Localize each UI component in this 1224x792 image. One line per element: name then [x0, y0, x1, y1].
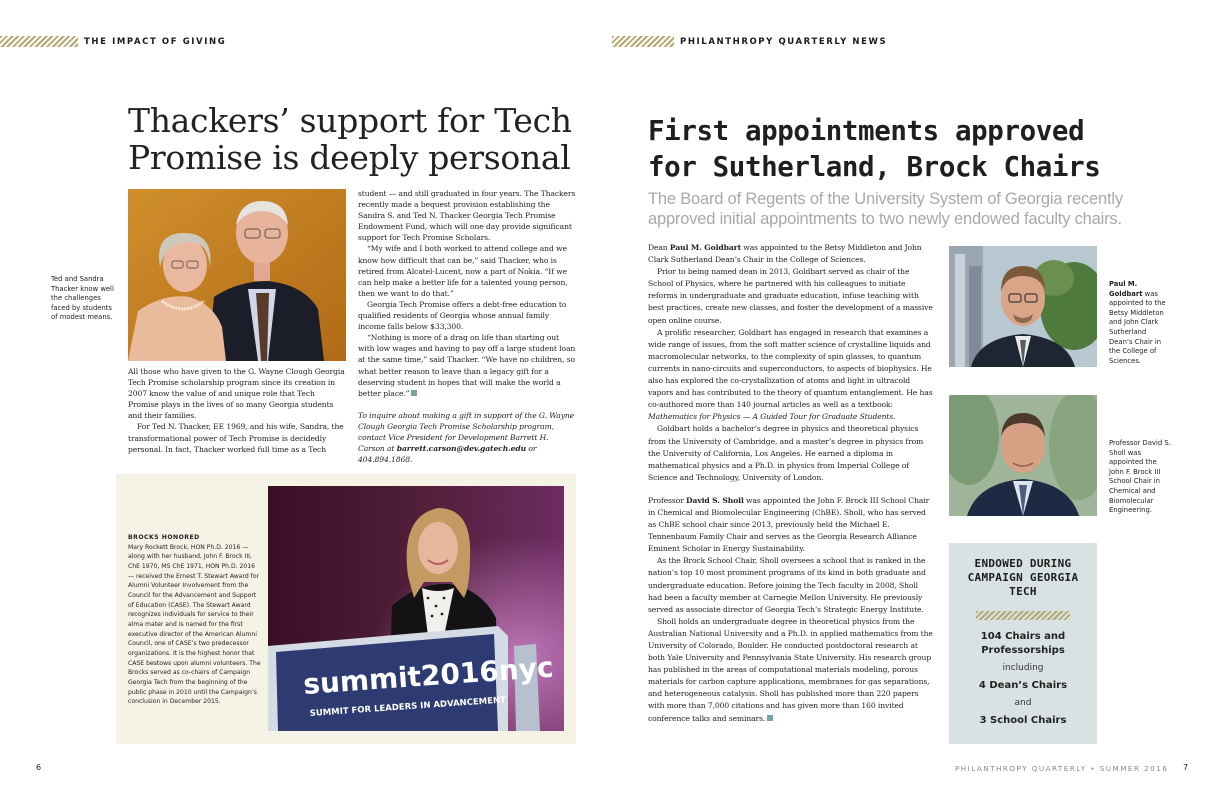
- goldbart-photo-illustration: [949, 246, 1097, 367]
- thacker-photo-illustration: [128, 189, 346, 361]
- thacker-photo-caption: Ted and Sandra Thacker know well the challenges faced by students of modest means.: [51, 275, 114, 322]
- goldbart-lead: Dean Paul M. Goldbart was appointed to the Betsy Middleton and John Clark Sutherland Dean’s Chair in the College of Sciences.: [648, 243, 922, 265]
- endowed-during-campaign-box: [949, 543, 1097, 744]
- thacker-couple-photo: [128, 189, 346, 361]
- endowed-including: including: [1002, 663, 1044, 673]
- paragraph: “My wife and I both worked to attend college and we know how difficult that can be,” said Thacker, who is retired from Alcatel-Lucent, now a part of Nokia. “If we can help make a better life for a talented young person, then we want to do that.”: [358, 244, 568, 298]
- podium-subtitle-text: SUMMIT FOR LEADERS IN ADVANCEMENT: [309, 695, 507, 719]
- left-article-title: Thackers’ support for Tech Promise is deeply personal: [128, 101, 572, 177]
- left-section-label: THE IMPACT OF GIVING: [84, 37, 227, 47]
- paragraph: A prolific researcher, Goldbart has engaged in research that examines a wide range of issues, from the soft matter science of crystalline liquids and macromolecular networks, to the complexity of spin glasses, to quantum currents in nano-circuits and superconductors, to aspects of biophysics. He also has explored the co-crystallization of atoms and light in ultracold vapors and has contributed to the theory of quantum entanglement. He has co-authored more than 140 journal articles as well as a textbook: Mathematics for Physics — A Guided Tour for Graduate Students.: [648, 327, 933, 422]
- endowed-stat-school: 3 School Chairs: [979, 715, 1067, 726]
- right-article-title: First appointments approved for Sutherland, Brock Chairs: [648, 115, 1101, 183]
- endowed-stat-chairs: 104 Chairs and Professorships: [980, 631, 1066, 656]
- paragraph: Sholl holds an undergraduate degree in theoretical physics from the Australian National University and a Ph.D. in applied mathematics from the University of Colorado, Boulder. He conducted postdoctoral research at both Yale University and Pennsylvania State University. His research group has published in the areas of computational materials modeling, porous materials for carbon capture applications, membranes for gas separations, and heterogeneous catalysis. Sholl has published more than 220 papers with more than 7,000 citations and has given more than 160 invited conference talks and seminars.: [648, 616, 933, 723]
- paragraph: Georgia Tech Promise offers a debt-free education to qualified residents of Georgia whose annual family income falls below $33,300.: [358, 299, 567, 332]
- endowed-stripes: [976, 611, 1070, 620]
- callout-body: Mary Rockett Brock, HON Ph.D. 2016 — along with her husband, John F. Brock III, ChE 1970, MS ChE 1971, HON Ph.D. 2016 — received the Ernest T. Stewart Award for Alumni Volunteer Involvement from the Council for the Advancement and Support of Education (CASE). The Stewart Award recognizes individuals for service to their alma mater and is named for the first executive director of the American Alumni Council, one of CASE’s two predecessor organizations. It is the highest honor that CASE bestows upon alumni volunteers. The Brocks served as co-chairs of Campaign Georgia Tech from the beginning of the public phase in 2010 until the Campaign’s conclusion in December 2015.: [128, 543, 261, 706]
- sholl-photo-caption: Professor David S. Sholl was appointed the John F. Brock III School Chair in Chemical and Biomolecular Engineering.: [1109, 439, 1171, 515]
- paragraph: All those who have given to the G. Wayne Clough Georgia Tech Promise scholarship program since its creation in 2007 know the value of and unique role that Tech Promise plays in the lives of so many Georgia students and their families.: [128, 367, 345, 421]
- summit-podium-photo: [268, 486, 564, 731]
- inquiry-email-link[interactable]: barrett.carson@dev.gatech.edu: [396, 444, 527, 454]
- right-section-label: PHILANTHROPY QUARTERLY NEWS: [680, 37, 888, 47]
- callout-header: BROCKS HONORED: [128, 534, 200, 541]
- left-page-number: 6: [36, 763, 42, 772]
- right-page-number: 7: [1183, 763, 1189, 772]
- paragraph: For Ted N. Thacker, EE 1969, and his wife, Sandra, the transformational power of Tech Promise is decidedly personal. In fact, Thacker worked full time as a Tech: [128, 422, 344, 454]
- sholl-lead: Professor David S. Sholl was appointed the John F. Brock III School Chair in Chemical and Biomolecular Engineering (ChBE). Sholl, who has served as ChBE school chair since 2013, previously held the Michael E. Tennenbaum Family Chair and serves as the Georgia Research Alliance Eminent Scholar in Energy Sustainability.: [648, 495, 930, 554]
- endowed-stat-deans: 4 Dean’s Chairs: [978, 680, 1068, 691]
- right-header-stripes: [612, 36, 674, 47]
- podium-summit-text: summit2016nyc: [302, 650, 555, 701]
- paragraph: As the Brock School Chair, Sholl oversees a school that is ranked in the nation’s top 10 most prominent programs of its kind in both graduate and undergraduate education. Before joining the Tech faculty in 2008, Sholl had been a faculty member at Carnegie Mellon University. He previously served as associate director of Georgia Tech’s Strategic Energy Institute.: [648, 556, 926, 614]
- inquiry-note: To inquire about making a gift in support of the G. Wayne Clough Georgia Tech Promise Scholarship program, contact Vice President for Development Barrett H. Carson at barrett.carson@dev.gatech.edu or 404.894.1868.: [358, 410, 575, 465]
- summit-photo-illustration: [268, 486, 564, 731]
- paragraph: “Nothing is more of a drag on life than starting out with low wages and having to pay off a large student loan at the same time,” said Thacker. “We have no children, so what better reason to leave than a legacy gift for a deserving student in hopes that will make the world a better place.”: [358, 333, 576, 398]
- left-body-column-2: [358, 188, 577, 465]
- end-of-article-mark: [767, 715, 773, 721]
- endowed-title: ENDOWED DURING CAMPAIGN GEORGIA TECH: [967, 557, 1079, 598]
- right-article-subtitle: The Board of Regents of the University System of Georgia recently approved initial appointments to two newly endowed faculty chairs.: [648, 190, 1123, 228]
- paragraph: Goldbart holds a bachelor’s degree in physics and theoretical physics from the University of Cambridge, and a master’s degree in physics from the University of California, Los Angeles. He earned a diploma in mathematical physics and a Ph.D. in physics from Imperial College of Science and Technology, University of London.: [648, 424, 924, 482]
- goldbart-photo: [949, 246, 1097, 367]
- right-body-column: [648, 242, 933, 725]
- left-body-column-1: [128, 366, 346, 455]
- brocks-honored-text: [128, 533, 263, 707]
- end-of-article-mark: [411, 390, 417, 396]
- endowed-and: and: [1014, 698, 1032, 708]
- left-header-stripes: [0, 36, 78, 47]
- paragraph: Prior to being named dean in 2013, Goldbart served as chair of the School of Physics, where he partnered with his colleagues to initiate reforms in undergraduate and graduate education, infuse teaching with best practices, create new classes, and foster the development of a massive open online course.: [648, 267, 933, 325]
- right-footer-text: PHILANTHROPY QUARTERLY • SUMMER 2016: [955, 764, 1169, 773]
- sholl-photo-illustration: [949, 395, 1097, 516]
- goldbart-photo-caption: Paul M. Goldbart was appointed to the Betsy Middleton and John Clark Sutherland Dean’s Chair in the College of Sciences.: [1109, 280, 1166, 365]
- paragraph: student — and still graduated in four years. The Thackers recently made a bequest provision establishing the Sandra S. and Ted N. Thacker Georgia Tech Promise Endowment Fund, which will one day provide significant support for Tech Promise Scholars.: [358, 189, 576, 243]
- sholl-photo: [949, 395, 1097, 516]
